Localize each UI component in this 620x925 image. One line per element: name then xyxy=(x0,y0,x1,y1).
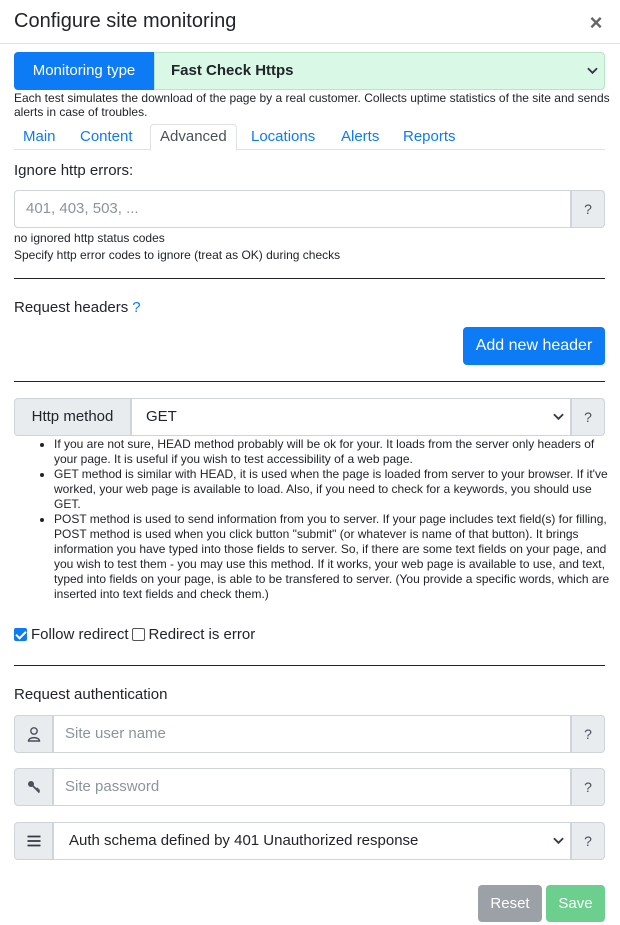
ignore-http-status: no ignored http status codes xyxy=(14,231,165,245)
chevron-down-icon xyxy=(552,823,564,859)
redirect-is-error-checkbox[interactable] xyxy=(132,628,145,641)
key-icon xyxy=(14,768,53,806)
chevron-down-icon xyxy=(586,53,598,89)
site-password-input[interactable]: Site password xyxy=(53,768,571,806)
tab-main[interactable]: Main xyxy=(23,128,56,145)
reset-button[interactable]: Reset xyxy=(478,885,542,922)
divider xyxy=(14,665,605,666)
list-item: • POST method is used to send information from you to server. If your page includes text field(s) for filling, POST method is used when you click button "submit" (or whatever is name of that button). It brings information you have typed into those fields to server. So, if there are some text fields on your page, and you wish to test them - you may use this method. If it works, your web page is available to use, and text, typed into fields on your page, is able to be transfered to server. (You provide a specific words, which are inserted into text fields and check them.) xyxy=(54,512,610,602)
http-method-label: Http method xyxy=(14,398,131,436)
request-headers-label xyxy=(14,299,141,316)
save-button[interactable]: Save xyxy=(546,885,605,922)
modal-title: Configure site monitoring xyxy=(14,10,237,32)
monitoring-type-label: Monitoring type xyxy=(14,52,154,90)
modal-header xyxy=(0,0,620,44)
request-headers-help-link[interactable]: ? xyxy=(132,299,141,316)
list-item: • If you are not sure, HEAD method probably will be ok for your. It loads from the server only headers of your page. It is useful if you wish to test accessibility of a web page. xyxy=(54,437,610,467)
monitoring-type-group xyxy=(14,52,605,90)
follow-redirect-checkbox[interactable] xyxy=(14,628,27,641)
http-method-select[interactable] xyxy=(131,398,571,436)
divider xyxy=(14,381,605,382)
auth-schema-select[interactable] xyxy=(53,822,571,860)
auth-schema-help-button[interactable]: ? xyxy=(571,822,605,860)
tab-advanced[interactable]: Advanced xyxy=(150,124,237,151)
request-authentication-label: Request authentication xyxy=(14,686,168,703)
close-icon[interactable]: × xyxy=(589,10,603,35)
http-method-hints xyxy=(14,437,610,602)
tab-content[interactable]: Content xyxy=(80,128,133,145)
tab-alerts[interactable]: Alerts xyxy=(341,128,380,145)
redirect-is-error-label[interactable]: Redirect is error xyxy=(148,625,256,643)
tab-bar xyxy=(14,124,605,150)
request-headers-title: Request headers xyxy=(14,299,129,316)
list-item: • GET method is similar with HEAD, it is used when the page is loaded from server to your browser. If it've worked, your web page is available to load. Also, if you need to check for a keywords, you should use GET. xyxy=(54,467,610,512)
monitoring-type-value: Fast Check Https xyxy=(171,62,294,79)
ignore-http-help-button[interactable]: ? xyxy=(571,190,605,228)
follow-redirect-label[interactable]: Follow redirect xyxy=(31,625,129,643)
monitoring-description: Each test simulates the download of the page by a real customer. Collects uptime statistics of the site and sends alerts in case of troubles. xyxy=(14,91,610,119)
redirect-options xyxy=(14,624,255,644)
http-method-value: GET xyxy=(146,408,177,425)
tab-reports[interactable]: Reports xyxy=(403,128,456,145)
add-new-header-button[interactable]: Add new header xyxy=(463,327,605,365)
ignore-http-hint: Specify http error codes to ignore (treat as OK) during checks xyxy=(14,248,341,262)
chevron-down-icon xyxy=(552,399,564,435)
site-user-name-input[interactable]: Site user name xyxy=(53,715,571,753)
user-name-help-button[interactable]: ? xyxy=(571,715,605,753)
user-icon xyxy=(14,715,53,753)
auth-schema-value: Auth schema defined by 401 Unauthorized response xyxy=(69,832,419,849)
monitoring-type-select[interactable] xyxy=(154,52,605,90)
menu-icon xyxy=(14,822,53,860)
tab-locations[interactable]: Locations xyxy=(251,128,316,145)
divider xyxy=(14,278,605,279)
ignore-http-errors-label: Ignore http errors: xyxy=(14,162,134,179)
password-help-button[interactable]: ? xyxy=(571,768,605,806)
http-method-help-button[interactable]: ? xyxy=(571,398,605,436)
ignore-http-errors-input[interactable]: 401, 403, 503, ... xyxy=(14,190,571,228)
